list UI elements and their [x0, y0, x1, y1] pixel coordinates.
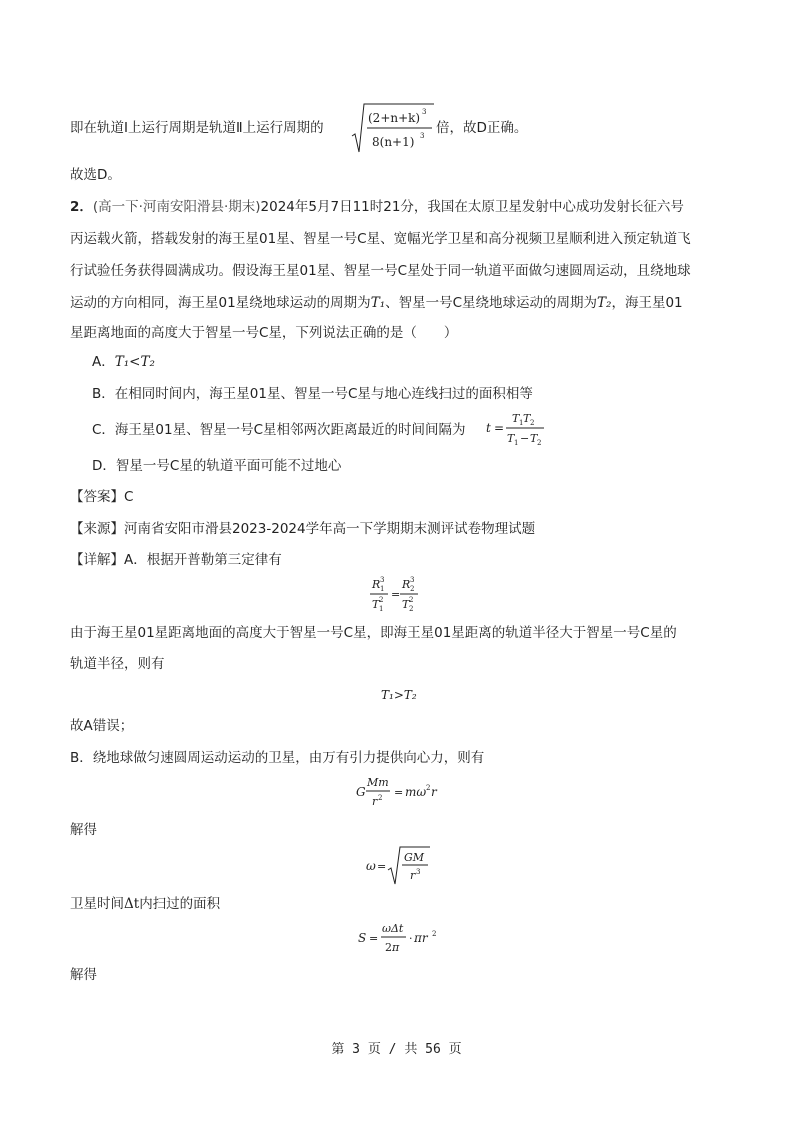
svg-text:2: 2 — [378, 794, 383, 802]
option-b — [92, 384, 533, 404]
text-line — [70, 820, 97, 840]
svg-text:GM: GM — [404, 851, 425, 864]
svg-text:2: 2 — [410, 585, 415, 593]
option-math: T₁<T₂ — [114, 354, 155, 370]
text: 由于海王星01星距离地面的高度大于智星一号C星，即海王星01星距离的轨道半径大于智星一号C星的 — [70, 625, 677, 641]
sqrt-formula — [350, 100, 436, 156]
formula-gravity — [354, 772, 444, 812]
svg-text:2: 2 — [379, 596, 384, 604]
svg-text:π: π — [392, 941, 400, 954]
option-label: A． — [92, 354, 115, 370]
svg-text:2: 2 — [432, 930, 437, 938]
svg-text:t: t — [486, 421, 491, 435]
svg-text:r: r — [372, 795, 378, 808]
text-line — [70, 229, 691, 249]
svg-text:3: 3 — [422, 108, 427, 116]
text: 故A错误； — [70, 718, 134, 734]
svg-text:T: T — [507, 432, 515, 445]
text-line — [436, 118, 527, 138]
symbol-t1: T₁ — [370, 295, 386, 311]
text: 倍，故D正确。 — [436, 120, 528, 136]
text: 【答案】C — [70, 489, 134, 505]
svg-text:ω: ω — [366, 859, 376, 873]
symbol-t2: T₂ — [597, 295, 612, 311]
text: B．在相同时间内，海王星01星、智星一号C星与地心连线扫过的面积相等 — [92, 386, 533, 402]
svg-text:2: 2 — [409, 605, 414, 613]
svg-text:3: 3 — [420, 132, 425, 140]
text: 运动的方向相同，海王星01星绕地球运动的周期为 — [70, 295, 371, 311]
svg-text:R: R — [402, 578, 411, 591]
text-line — [70, 716, 133, 736]
text: 内扫过的面积 — [139, 896, 221, 912]
question-number: 2． — [70, 199, 93, 215]
text: 星距离地面的高度大于智星一号C星，下列说法正确的是（ ） — [70, 325, 458, 341]
option-c — [92, 420, 466, 440]
text-line — [70, 261, 691, 281]
svg-text:T: T — [372, 598, 380, 611]
detail-line — [70, 550, 282, 570]
text: 丙运载火箭，搭载发射的海王星01星、智星一号C星、宽幅光学卫星和高分视频卫星顺利进入预定轨道飞 — [70, 231, 691, 247]
svg-text:mω: mω — [405, 785, 427, 799]
text-line — [70, 965, 97, 985]
svg-text:·: · — [409, 932, 413, 945]
text: D．智星一号C星的轨道平面可能不过地心 — [92, 458, 342, 474]
svg-text:(2+n+k): (2+n+k) — [368, 111, 421, 125]
formula-omega — [364, 844, 434, 886]
text: 故选D。 — [70, 167, 121, 183]
svg-text:R: R — [372, 578, 381, 591]
text: 【来源】河南省安阳市滑县2023-2024学年高一下学期期末测评试卷物理试题 — [70, 521, 536, 537]
text-line — [70, 118, 324, 138]
svg-text:ωΔt: ωΔt — [382, 922, 404, 935]
text: 解得 — [70, 822, 97, 838]
svg-text:T: T — [530, 432, 538, 445]
text: C．海王星01星、智星一号C星相邻两次距离最近的时间间隔为 — [92, 422, 466, 438]
text: 、智星一号C星绕地球运动的周期为 — [385, 295, 598, 311]
formula-area — [356, 918, 442, 958]
text-line — [70, 293, 683, 313]
svg-text:G: G — [356, 785, 366, 799]
text-line — [70, 623, 677, 643]
text: 【详解】A．根据开普勒第三定律有 — [70, 552, 282, 568]
svg-text:1: 1 — [379, 605, 384, 613]
text: 行试验任务获得圆满成功。假设海王星01星、智星一号C星处于同一轨道平面做匀速圆周运动，且绕地球 — [70, 263, 691, 279]
question-line — [70, 197, 684, 217]
svg-text:T: T — [512, 412, 520, 425]
svg-text:3: 3 — [416, 868, 421, 876]
text: 即在轨道Ⅰ上运行周期是轨道Ⅱ上运行周期的 — [70, 120, 324, 136]
text-line — [70, 894, 220, 914]
svg-text:2: 2 — [385, 941, 392, 954]
text: 2024年5月7日11时21分，我国在太原卫星发射中心成功发射长征六号 — [260, 199, 684, 215]
svg-text:=: = — [369, 932, 379, 945]
svg-text:=: = — [377, 860, 387, 873]
text-line — [70, 323, 457, 343]
svg-text:T: T — [523, 412, 531, 425]
svg-text:2: 2 — [537, 439, 542, 447]
source-line — [70, 519, 535, 539]
svg-text:r: r — [410, 869, 416, 882]
svg-text:2: 2 — [426, 784, 431, 792]
text-line — [70, 165, 121, 185]
svg-text:2: 2 — [530, 419, 535, 427]
text: 轨道半径，则有 — [70, 656, 165, 672]
text: 解得 — [70, 967, 97, 983]
svg-text:1: 1 — [380, 585, 385, 593]
question-source: (高一下·河南安阳滑县·期末) — [92, 199, 261, 215]
svg-text:3: 3 — [380, 576, 385, 584]
svg-text:8(n+1): 8(n+1) — [372, 135, 415, 149]
svg-text:πr: πr — [414, 931, 428, 945]
svg-text:−: − — [520, 432, 530, 445]
svg-text:=: = — [391, 588, 401, 601]
svg-text:3: 3 — [410, 576, 415, 584]
text: B．绕地球做匀速圆周运动运动的卫星，由万有引力提供向心力，则有 — [70, 750, 485, 766]
svg-text:=: = — [394, 786, 404, 799]
formula-t-interval — [484, 408, 548, 450]
page-footer: 第 3 页 / 共 56 页 — [331, 1042, 462, 1057]
symbol-delta-t: Δt — [124, 896, 140, 912]
math: T₁>T₂ — [381, 688, 417, 702]
formula-kepler — [368, 574, 424, 616]
svg-text:1: 1 — [514, 439, 519, 447]
text: 卫星时间 — [70, 896, 124, 912]
svg-text:1: 1 — [519, 419, 524, 427]
svg-text:T: T — [402, 598, 410, 611]
option-d — [92, 456, 341, 476]
svg-text:2: 2 — [409, 596, 414, 604]
text: ，海王星01 — [611, 295, 683, 311]
relation-t1-gt-t2 — [381, 685, 417, 705]
svg-text:=: = — [494, 421, 505, 435]
svg-text:Mm: Mm — [367, 776, 389, 789]
answer-line — [70, 487, 133, 507]
svg-text:S: S — [358, 931, 367, 945]
text-line — [70, 654, 165, 674]
text-line — [70, 748, 484, 768]
svg-text:r: r — [431, 785, 437, 799]
option-a — [92, 352, 155, 372]
